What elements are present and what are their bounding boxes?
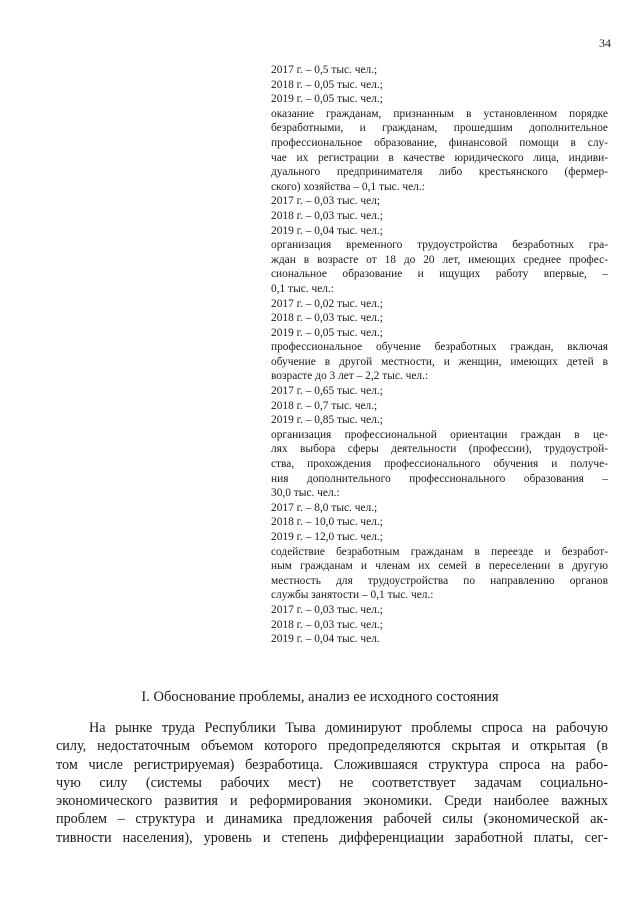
list-line: 2019 г. – 0,04 тыс. чел.;: [271, 224, 383, 237]
list-line: профессиональное образование, финансовой помощи в слу-: [271, 136, 608, 149]
list-line: сиональное образование и ищущих работу впервые, –: [271, 268, 608, 281]
list-line: организация временного трудоустройства безработных гра-: [271, 239, 608, 252]
section-heading: I. Обоснование проблемы, анализ ее исходного состояния: [141, 689, 499, 705]
list-line: 2018 г. – 0,03 тыс. чел.;: [271, 618, 383, 631]
indicator-list: [271, 63, 608, 647]
list-line: ждан в возрасте от 18 до 20 лет, имеющих среднее профес-: [271, 253, 608, 266]
body-paragraph: [56, 719, 608, 847]
list-line: содействие безработным гражданам в переезде и безработ-: [271, 545, 608, 558]
list-line: 2017 г. – 0,5 тыс. чел.;: [271, 64, 378, 76]
list-line: ского) хозяйства – 0,1 тыс. чел.:: [271, 180, 425, 193]
list-line: организация профессиональной ориентации граждан в це-: [271, 428, 608, 441]
list-line: 2018 г. – 0,03 тыс. чел.;: [271, 209, 383, 222]
list-line: 2017 г. – 8,0 тыс. чел.;: [271, 501, 378, 514]
list-line: 2019 г. – 0,05 тыс. чел.;: [271, 326, 383, 339]
list-line: ным гражданам и членам их семей в переселении в другую: [271, 560, 608, 573]
paragraph-line: силу, недостаточным объемом которого предопределяются скрытая и открытая (в: [56, 738, 608, 755]
paragraph-line: экономического развития и реформирования экономики. Среди наиболее важных: [56, 793, 608, 810]
list-line: чае их регистрации в качестве юридического лица, индиви-: [271, 151, 608, 164]
list-line: 2019 г. – 0,04 тыс. чел.: [271, 633, 380, 646]
paragraph-line: чую силу (системы рабочих мест) не соответствует задачам социально-: [56, 774, 608, 791]
list-line: 2017 г. – 0,65 тыс. чел.;: [271, 385, 383, 398]
list-line: обучение в другой местности, и женщин, имеющих детей в: [271, 355, 608, 368]
list-line: местность для трудоустройства по направлению органов: [271, 574, 608, 587]
list-line: 0,1 тыс. чел.:: [271, 282, 334, 295]
list-line: ства, прохождения профессионального обучения и получе-: [271, 458, 608, 471]
list-line: 2019 г. – 0,85 тыс. чел.;: [271, 414, 383, 427]
list-line: 2017 г. – 0,03 тыс. чел.;: [271, 603, 383, 616]
paragraph-line: тивности населения), уровень и степень дифференциации заработной платы, сег-: [56, 829, 608, 846]
list-line: службы занятости – 0,1 тыс. чел.:: [271, 589, 434, 602]
list-line: ния дополнительного профессионального образования –: [271, 472, 608, 485]
list-line: безработными, и гражданам, прошедшим дополнительное: [271, 122, 608, 135]
list-line: возрасте до 3 лет – 2,2 тыс. чел.:: [271, 370, 429, 383]
list-line: 2017 г. – 0,02 тыс. чел.;: [271, 297, 383, 310]
paragraph-line: На рынке труда Республики Тыва доминируют проблемы спроса на рабочую: [89, 720, 608, 736]
list-line: 2019 г. – 0,05 тыс. чел.;: [271, 93, 383, 106]
paragraph-line: том числе регистрируемая) безработица. Сложившаяся структура спроса на рабо-: [56, 756, 608, 773]
list-line: 2018 г. – 0,7 тыс. чел.;: [271, 399, 378, 412]
list-line: лях выбора сферы деятельности (профессии), трудоустрой-: [271, 443, 608, 456]
list-line: 2018 г. – 0,05 тыс. чел.;: [271, 78, 383, 91]
page-number: 34: [599, 36, 611, 50]
list-line: профессиональное обучение безработных граждан, включая: [271, 341, 608, 354]
list-line: 2018 г. – 0,03 тыс. чел.;: [271, 312, 383, 325]
list-line: 30,0 тыс. чел.:: [271, 487, 340, 500]
list-line: дуального предпринимателя либо крестьянского (фермер-: [271, 166, 608, 179]
paragraph-line: проблем – структура и динамика предложения рабочей силы (экономической ак-: [56, 811, 608, 828]
list-line: 2019 г. – 12,0 тыс. чел.;: [271, 531, 383, 543]
list-line: 2018 г. – 10,0 тыс. чел.;: [271, 516, 383, 529]
list-line: 2017 г. – 0,03 тыс. чел;: [271, 195, 381, 208]
list-line: оказание гражданам, признанным в установленном порядке: [271, 107, 608, 120]
